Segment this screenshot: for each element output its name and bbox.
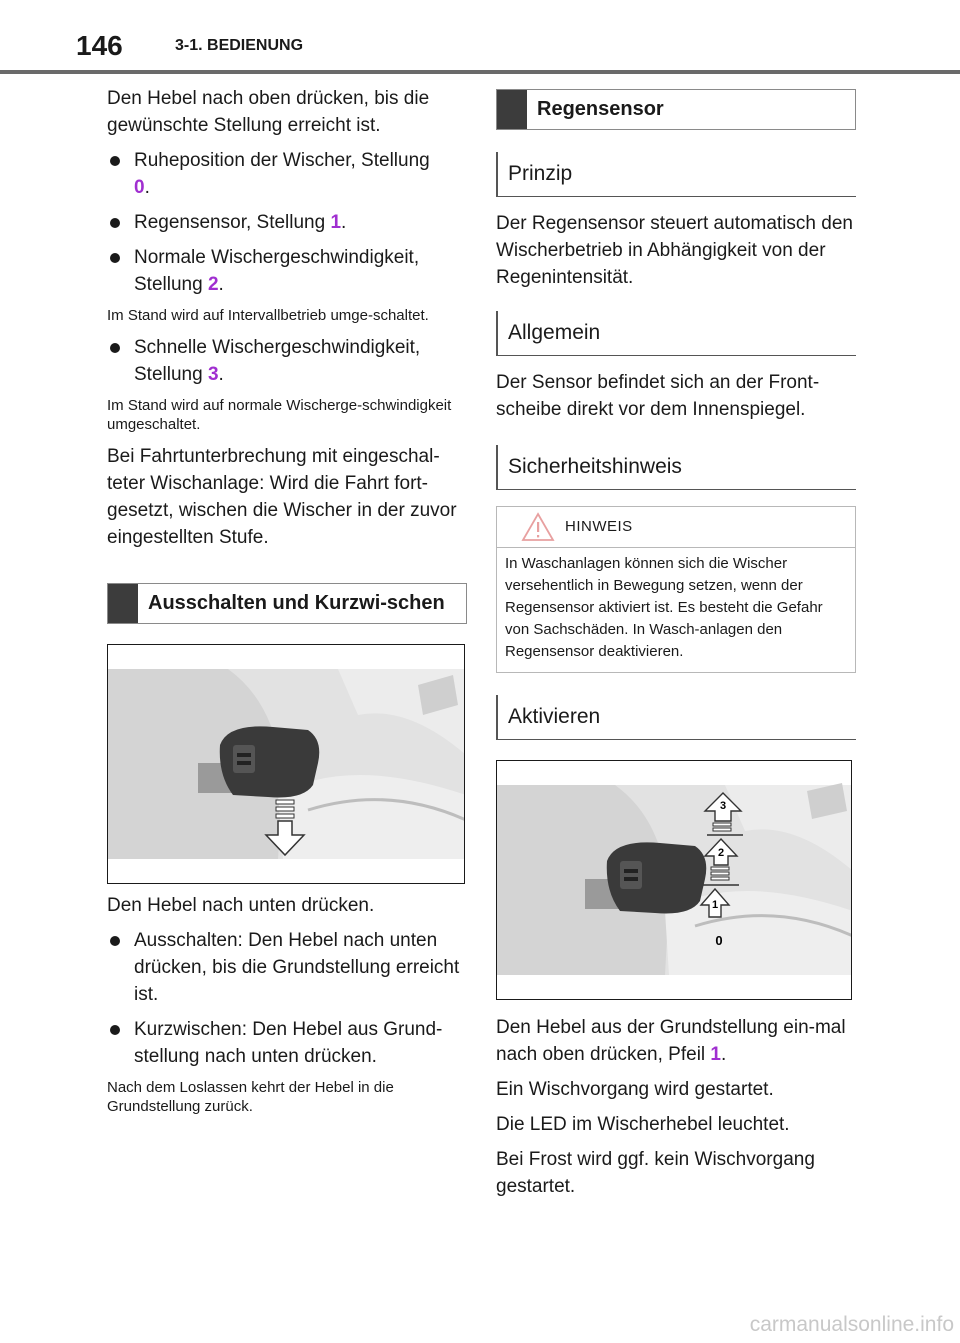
lever-down-figure	[107, 644, 465, 884]
bullet-dot	[110, 218, 120, 228]
lever-down-illustration	[108, 645, 465, 884]
wipe-started-text: Ein Wischvorgang wird gestartet.	[496, 1079, 774, 1100]
section-title: 3-1. BEDIENUNG	[175, 37, 304, 54]
warning-box	[496, 506, 856, 673]
warning-text: In Waschanlagen können sich die Wischer versehentlich in Bewegung setzen, wenn der Regensensor aktiviert ist. Es besteht die Gefahr von Sachschäden. In Wasch-anlagen den Regensensor deaktivieren.	[505, 555, 823, 660]
section-box-title: Regensensor	[537, 98, 664, 120]
fig-label-1: 1	[711, 899, 719, 911]
position-number: 1	[330, 212, 342, 233]
bullet-dot	[110, 253, 120, 263]
lever-down-text: Den Hebel nach unten drücken.	[107, 895, 375, 916]
lever-up-figure	[496, 760, 852, 1000]
principle-text: Der Regensensor steuert automatisch den Wischerbetrieb in Abhängigkeit von der Regenintensität.	[496, 213, 853, 288]
warning-header	[497, 507, 855, 548]
led-text: Die LED im Wischerhebel leuchtet.	[496, 1114, 790, 1135]
bullet-ausschalten: Ausschalten: Den Hebel nach unten drücken, bis die Grundstellung erreicht ist.	[107, 927, 467, 1008]
bullet-dot	[110, 156, 120, 166]
subhead-sicherheitshinweis: Sicherheitshinweis	[496, 445, 856, 490]
general-text: Der Sensor befindet sich an der Front-scheibe direkt vor dem Innenspiegel.	[496, 372, 820, 420]
interruption-paragraph: Bei Fahrtunterbrechung mit eingeschal-teter Wischanlage: Wird die Fahrt fort-gesetzt, wischen die Wischer in der zuvor eingestellten Stufe.	[107, 446, 457, 548]
subhead-allgemein: Allgemein	[496, 311, 856, 356]
section-box-bar	[497, 90, 527, 129]
lever-up-illustration	[497, 761, 852, 1000]
bullet-dot	[110, 343, 120, 353]
section-box-ausschalten	[107, 583, 467, 624]
header-divider	[0, 70, 960, 74]
bullet-position-0: Ruheposition der Wischer, Stellung 0.	[107, 147, 467, 201]
section-box-bar	[108, 584, 138, 623]
right-column	[496, 89, 856, 1208]
bullet-dot	[110, 1025, 120, 1035]
frost-text: Bei Frost wird ggf. kein Wischvorgang gestartet.	[496, 1149, 815, 1197]
page-number: 146	[76, 30, 123, 61]
bullet-position-2: Normale Wischergeschwindigkeit, Stellung 2.	[107, 244, 467, 298]
bullet-kurzwischen: Kurzwischen: Den Hebel aus Grund-stellung nach unten drücken.	[107, 1016, 467, 1070]
fig-label-2: 2	[717, 847, 725, 859]
watermark: carmanualsonline.info	[749, 1313, 954, 1336]
position-number: 0	[134, 177, 145, 198]
section-box-title: Ausschalten und Kurzwi-schen	[148, 592, 445, 614]
bullet-position-1: Regensensor, Stellung 1.	[107, 209, 467, 236]
activate-step-text: Den Hebel aus der Grundstellung ein-mal nach oben drücken, Pfeil 1.	[496, 1017, 846, 1065]
subhead-aktivieren: Aktivieren	[496, 695, 856, 740]
subhead-prinzip: Prinzip	[496, 152, 856, 197]
bullet-dot	[110, 936, 120, 946]
section-box-regensensor	[496, 89, 856, 130]
note-normal-speed: Im Stand wird auf normale Wischerge-schwindigkeit umgeschaltet.	[107, 397, 452, 433]
bullet-position-3: Schnelle Wischergeschwindigkeit, Stellung 3.	[107, 334, 467, 388]
fig-label-0: 0	[715, 933, 723, 948]
warning-label: HINWEIS	[565, 518, 633, 535]
position-number: 3	[207, 364, 219, 385]
note-interval: Im Stand wird auf Intervallbetrieb umge-schaltet.	[107, 307, 429, 324]
arrow-number: 1	[710, 1044, 721, 1065]
fig-label-3: 3	[719, 800, 727, 812]
left-column	[107, 85, 467, 1125]
note-release: Nach dem Loslassen kehrt der Hebel in die Grundstellung zurück.	[107, 1079, 394, 1115]
intro-text: Den Hebel nach oben drücken, bis die gewünschte Stellung erreicht ist.	[107, 88, 430, 136]
warning-triangle-icon	[521, 512, 555, 542]
position-number: 2	[207, 274, 219, 295]
